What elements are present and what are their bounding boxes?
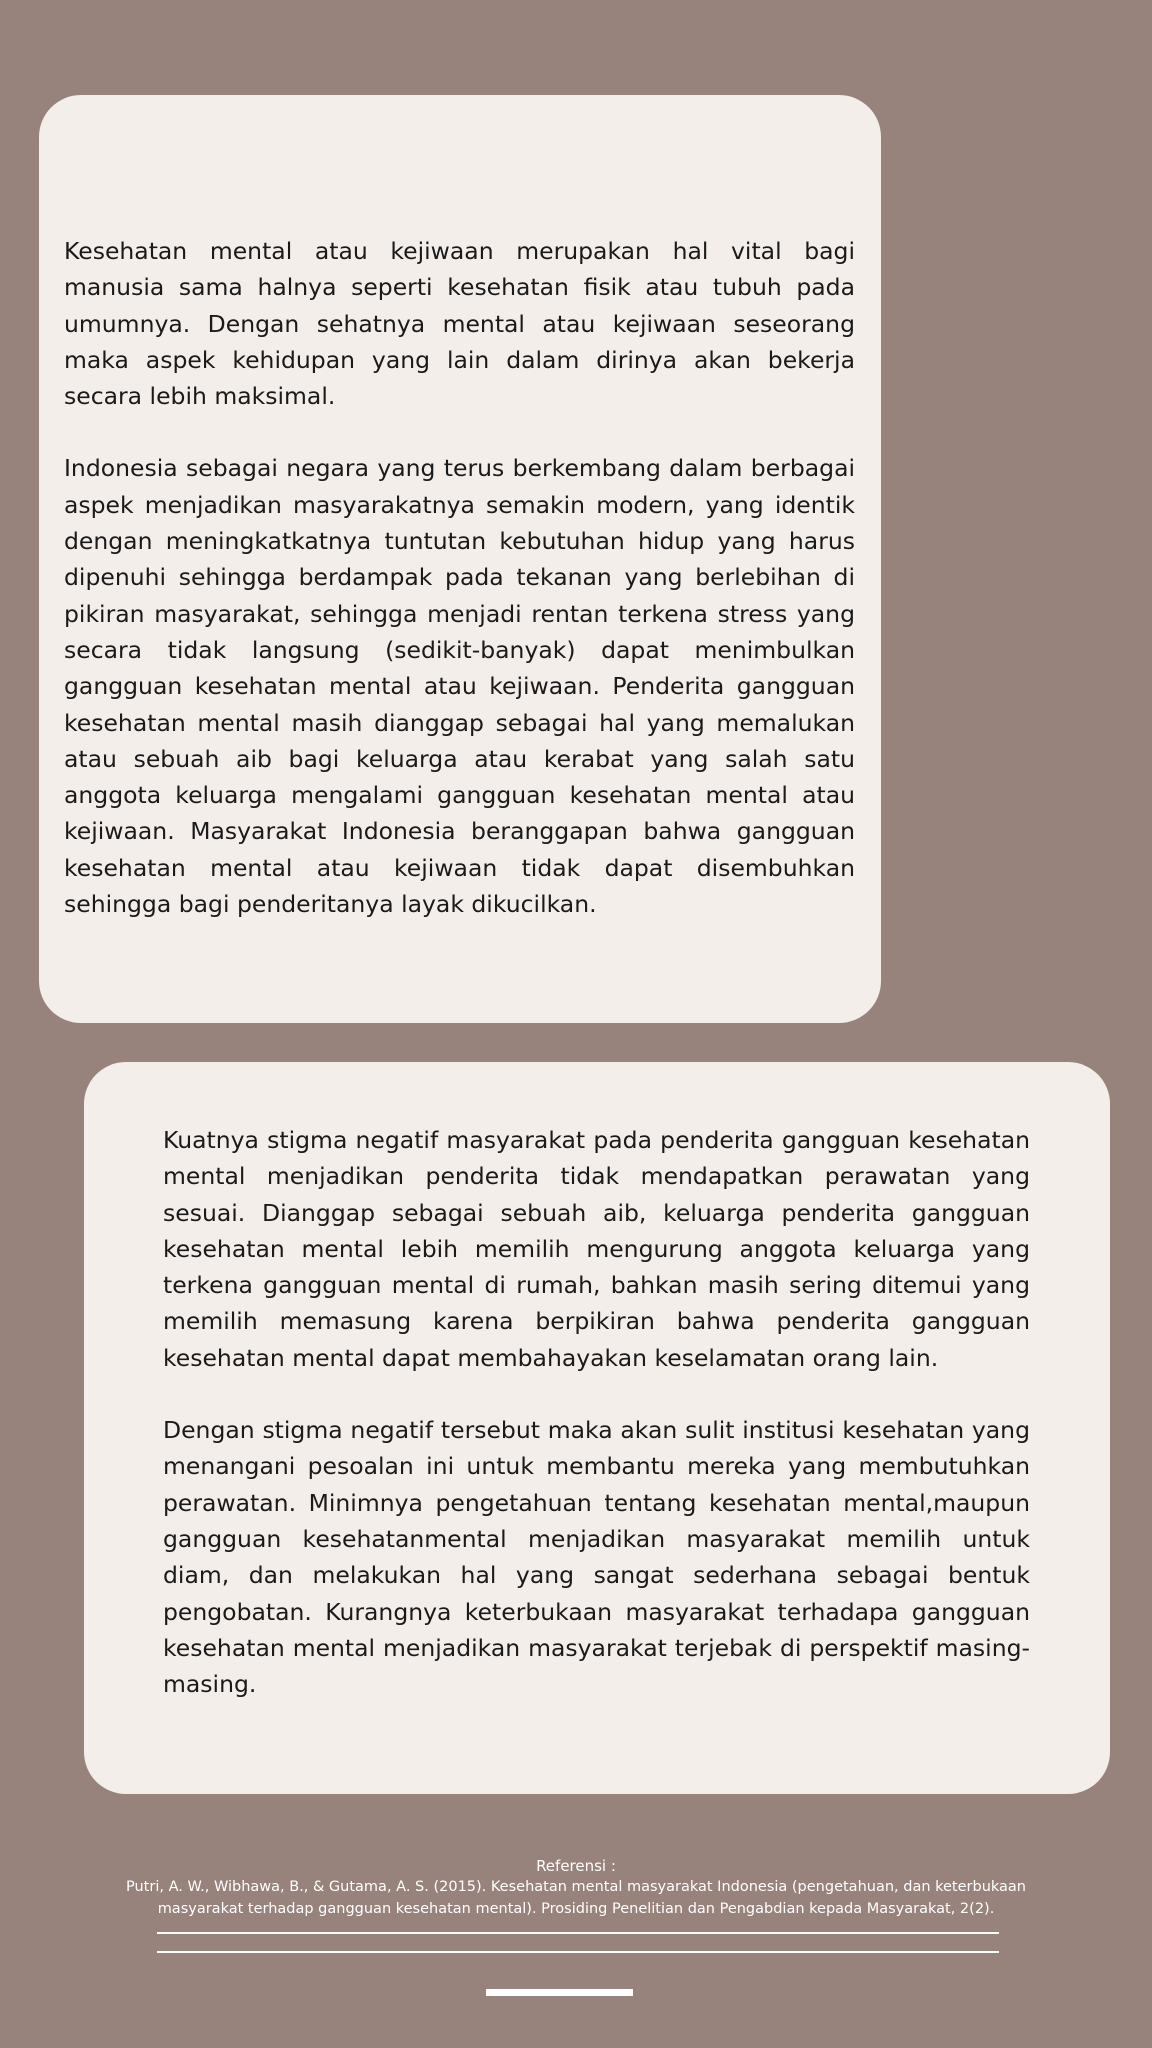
divider-line bbox=[157, 1932, 999, 1934]
paragraph-institusi: Dengan stigma negatif tersebut maka akan sulit institusi kesehatan yang menangani pesoalan ini untuk membantu mereka yang membutuhkan perawatan. Minimnya pengetahuan tentang kesehatan mental,maupun gangguan kesehatanmental menjadikan masyarakat memilih untuk diam, dan melakukan hal yang sangat sederhana sebagai bentuk pengobatan. Kurangnya keterbukaan masyarakat terhadapa gangguan kesehatan mental menjadikan masyarakat terjebak di perspektif masing-masing. bbox=[163, 1416, 1030, 1699]
paragraph-stigma: Kuatnya stigma negatif masyarakat pada penderita gangguan kesehatan mental menjadikan penderita tidak mendapatkan perawatan yang sesuai. Dianggap sebagai sebuah aib, keluarga penderita gangguan kesehatan mental lebih memilih mengurung anggota keluarga yang terkena gangguan mental di rumah, bahkan masih sering ditemui yang memilih memasung karena berpikiran bahwa penderita gangguan kesehatan mental dapat membahayakan keselamatan orang lain. bbox=[163, 1126, 1030, 1372]
paragraph-intro: Kesehatan mental atau kejiwaan merupakan hal vital bagi manusia sama halnya seperti kesehatan fisik atau tubuh pada umumnya. Dengan sehatnya mental atau kejiwaan seseorang maka aspek kehidupan yang lain dalam dirinya akan bekerja secara lebih maksimal. bbox=[64, 237, 855, 411]
paragraph-indonesia: Indonesia sebagai negara yang terus berkembang dalam berbagai aspek menjadikan masyarakatnya semakin modern, yang identik dengan meningkatkatnya tuntutan kebutuhan hidup yang harus dipenuhi sehingga berdampak pada tekanan yang berlebihan di pikiran masyarakat, sehingga menjadi rentan terkena stress yang secara tidak langsung (sedikit-banyak) dapat menimbulkan gangguan kesehatan mental atau kejiwaan. Penderita gangguan kesehatan mental masih dianggap sebagai hal yang memalukan atau sebuah aib bagi keluarga atau kerabat yang salah satu anggota keluarga mengalami gangguan kesehatan mental atau kejiwaan. Masyarakat Indonesia beranggapan bahwa gangguan kesehatan mental atau kejiwaan tidak dapat disembuhkan sehingga bagi penderitanya layak dikucilkan. bbox=[64, 454, 855, 919]
reference-footer bbox=[0, 1856, 1152, 1920]
reference-heading: Referensi : bbox=[536, 1857, 616, 1875]
content-card-2 bbox=[84, 1062, 1110, 1794]
reference-citation: Putri, A. W., Wibhawa, B., & Gutama, A. S. (2015). Kesehatan mental masyarakat Indonesia (pengetahuan, dan keterbukaan masyarakat terhadap gangguan kesehatan mental). Prosiding Penelitian dan Pengabdian kepada Masyarakat, 2(2). bbox=[126, 1879, 1026, 1917]
short-bar-divider bbox=[486, 1989, 633, 1996]
divider-line bbox=[157, 1951, 999, 1953]
content-card-1 bbox=[39, 95, 881, 1023]
